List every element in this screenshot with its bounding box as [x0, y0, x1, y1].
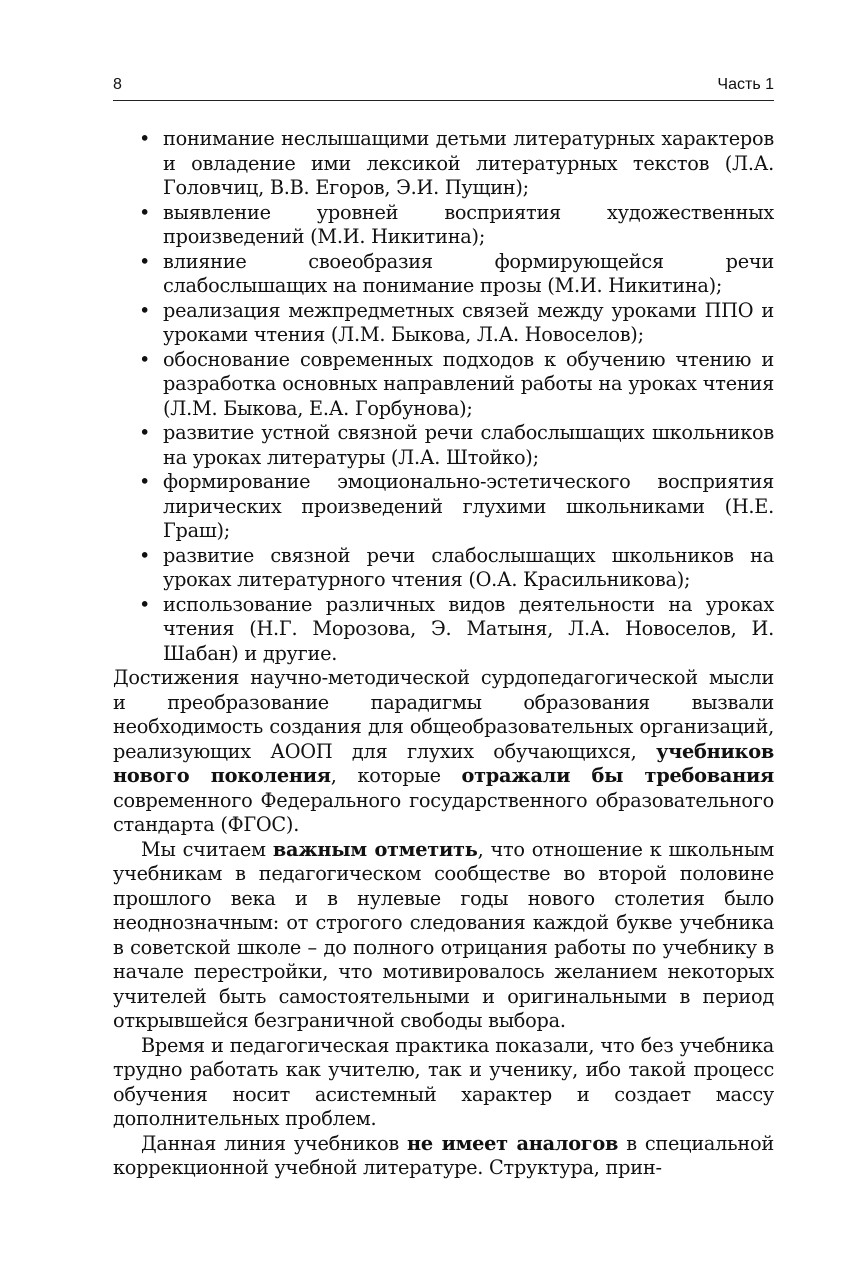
bullet-text: выявление уровней восприятия художественных произведений (М.И. Никитина);	[163, 200, 774, 248]
emphasis-text: важным отметить	[272, 837, 478, 861]
bullet-text: развитие связной речи слабослышащих школьников на уроках литературного чтения (О.А. Красильникова);	[163, 543, 774, 591]
bullet-item	[113, 201, 774, 250]
paragraph-text: , что отношение к школьным учебникам в педагогическом сообществе во второй половине прошлого века и в нулевые годы нового столетия было неоднозначным: от строгого следования каждой букве учебника в советской школе – до полного отрицания работы по учебнику в начале перестройки, что мотивировалось желанием некоторых учителей быть самостоятельными и оригинальными в период открывшейся безграничной свободы выбора.	[113, 837, 774, 1032]
bullet-icon: •	[139, 347, 151, 371]
paragraph-new-textbooks	[113, 666, 774, 838]
page-body	[113, 127, 774, 1181]
emphasis-text: не имеет аналогов	[407, 1131, 619, 1155]
bullet-icon: •	[139, 200, 151, 224]
emphasis-text: отражали бы требования	[461, 764, 774, 787]
running-head: Часть 1	[717, 76, 774, 93]
bullet-icon: •	[139, 127, 151, 150]
bullet-item	[113, 127, 774, 201]
paragraph-text: Достижения научно-методической сурдопедагогической мысли и преобразование парадигмы образования вызвали необходимость создания для общеобразовательных организаций, реализующих АООП для глухих обучающихся,	[113, 666, 774, 763]
bullet-item	[113, 299, 774, 348]
page-number: 8	[113, 76, 122, 93]
bullet-text: формирование эмоционально-эстетического восприятия лирических произведений глухими школьниками (Н.Е. Граш);	[163, 470, 774, 542]
bullet-text: использование различных видов деятельности на уроках чтения (Н.Г. Морозова, Э. Матыня, Л.А. Новоселов, И. Шабан) и другие.	[163, 592, 774, 665]
bullet-text: реализация межпредметных связей между уроками ППО и уроками чтения (Л.М. Быкова, Л.А. Новоселов);	[163, 298, 774, 346]
bullet-text: понимание неслышащими детьми литературных характеров и овладение ими лексикой литературных текстов (Л.А. Головчиц, В.В. Егоров, Э.И. Пущин);	[163, 127, 774, 199]
bullet-item	[113, 593, 774, 667]
bullet-item	[113, 250, 774, 299]
bullet-text: развитие устной связной речи слабослышащих школьников на уроках литературы (Л.А. Штойко);	[163, 421, 774, 469]
paragraph-text: , которые	[330, 764, 462, 787]
paragraph-text: современного Федерального государственного образовательного стандарта (ФГОС).	[113, 788, 774, 836]
page-header	[113, 72, 774, 101]
paragraph-text: Мы считаем	[141, 837, 273, 861]
bullet-item	[113, 421, 774, 470]
bullet-icon: •	[139, 470, 151, 493]
bullet-list	[113, 127, 774, 666]
bullet-icon: •	[139, 298, 151, 322]
paragraph-text: Время и педагогическая практика показали, что без учебника трудно работать как учителю, так и ученику, ибо такой процесс обучения носит асистемный характер и создает массу дополнительных проблем.	[113, 1033, 774, 1130]
bullet-icon: •	[139, 592, 151, 616]
paragraph-attitude	[113, 838, 774, 1034]
bullet-item	[113, 544, 774, 593]
paragraph-textbook-line	[113, 1132, 774, 1181]
bullet-text: влияние своеобразия формирующейся речи слабослышащих на понимание прозы (М.И. Никитина);	[163, 249, 774, 297]
paragraph-text: Данная линия учебников	[141, 1131, 408, 1155]
emphasis-text: учебников нового поколения	[113, 739, 774, 787]
bullet-icon: •	[139, 543, 151, 567]
paragraph-text: в специальной коррекционной учебной литературе. Структура, прин-	[113, 1131, 774, 1179]
bullet-item	[113, 470, 774, 544]
bullet-text: обоснование современных подходов к обучению чтению и разработка основных направлений работы на уроках чтения (Л.М. Быкова, Е.А. Горбунова);	[163, 347, 774, 420]
paragraph-practice	[113, 1034, 774, 1132]
bullet-icon: •	[139, 421, 151, 444]
bullet-item	[113, 348, 774, 422]
bullet-icon: •	[139, 249, 151, 273]
